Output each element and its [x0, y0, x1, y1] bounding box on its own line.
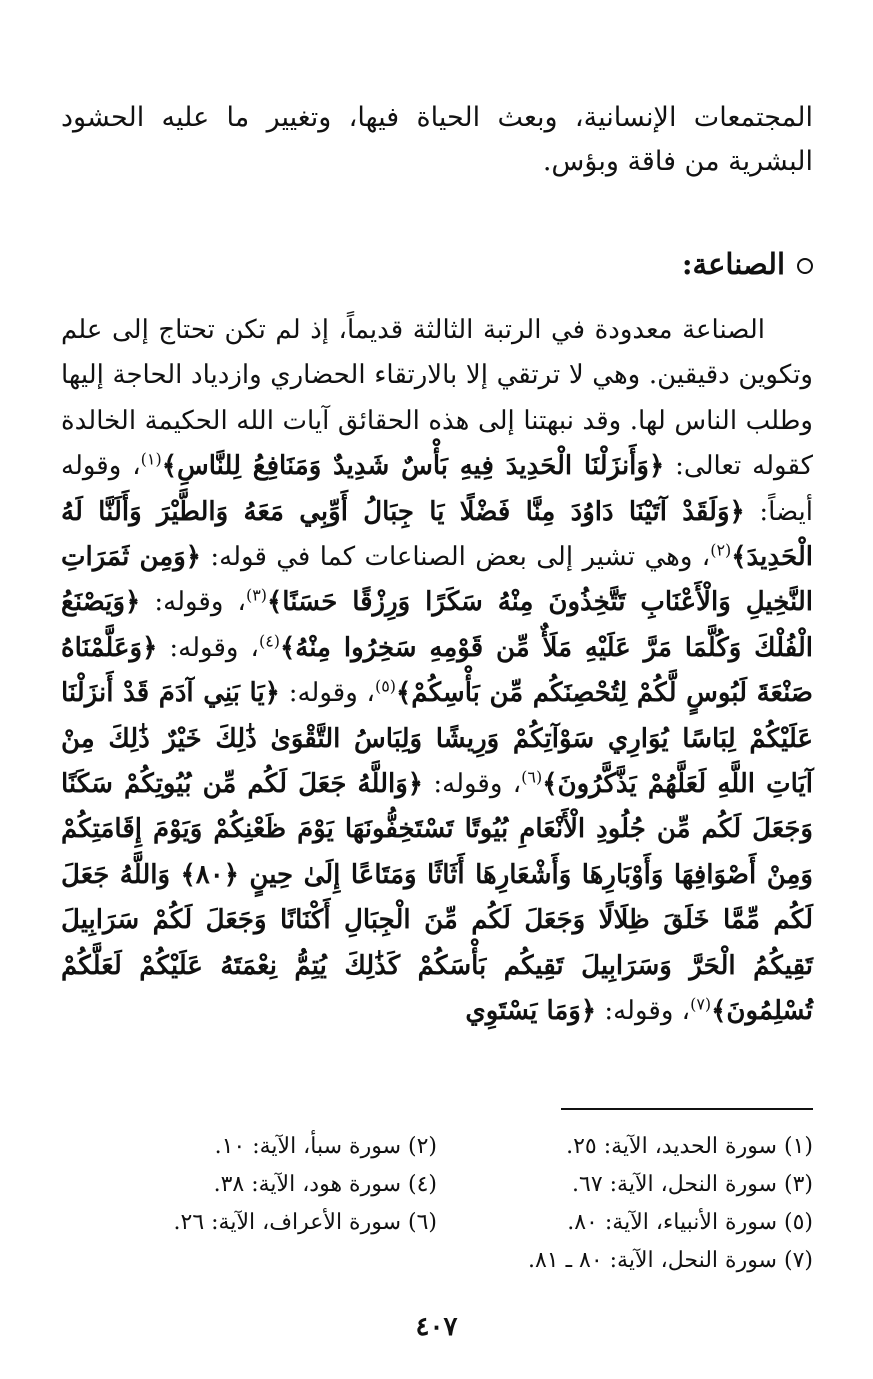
footnote: (٣) سورة النحل، الآية: ٦٧. [572, 1172, 813, 1197]
quran-verse: ﴿وَمِن ثَمَرَاتِ النَّخِيلِ وَالْأَعْنَابِ تَتَّخِذُونَ مِنْهُ سَكَرًا وَرِزْقًا حَسَنًا﴾ [61, 542, 813, 618]
footnote: (٧) سورة النحل، الآية: ٨٠ ـ ٨١. [527, 1248, 813, 1273]
quran-verse: ﴿وَاللَّهُ جَعَلَ لَكُم مِّن بُيُوتِكُمْ سَكَنًا وَجَعَلَ لَكُم مِّن جُلُودِ الْأَنْعَامِ بُيُوتًا تَسْتَخِفُّونَهَا يَوْمَ ظَعْنِكُمْ وَيَوْمَ إِقَامَتِكُمْ وَمِنْ أَصْوَافِهَا وَأَوْبَارِهَا وَأَشْعَارِهَا أَثَاثًا وَمَتَاعًا إِلَىٰ حِينٍ ﴿٨٠﴾ وَاللَّهُ جَعَلَ لَكُم مِّمَّا خَلَقَ ظِلَالًا وَجَعَلَ لَكُم مِّنَ الْجِبَالِ أَكْنَانًا وَجَعَلَ لَكُمْ سَرَابِيلَ تَقِيكُمُ الْحَرَّ وَسَرَابِيلَ تَقِيكُم بَأْسَكُمْ كَذَٰلِكَ يُتِمُّ نِعْمَتَهُ عَلَيْكُمْ لَعَلَّكُمْ تُسْلِمُونَ﴾ [61, 769, 813, 1027]
quran-verse: ﴿وَأَنزَلْنَا الْحَدِيدَ فِيهِ بَأْسٌ شَدِيدٌ وَمَنَافِعُ لِلنَّاسِ﴾ [161, 451, 665, 482]
intro-text: المجتمعات الإنسانية، وبعث الحياة فيها، وتغيير ما عليه الحشود البشرية من فاقة وبؤس. [61, 102, 813, 177]
body-text-segment: ، وقوله: [279, 678, 375, 709]
body-text-segment: ، وقوله: [596, 996, 691, 1027]
body-text-segment: ، وقوله: [423, 769, 522, 800]
quran-verse: ﴿وَيَصْنَعُ الْفُلْكَ وَكُلَّمَا مَرَّ عَلَيْهِ مَلَأٌ مِّن قَوْمِهِ سَخِرُوا مِنْهُ﴾ [61, 587, 813, 663]
body-text-segment: ، وقوله: [157, 632, 259, 663]
quran-verse: ﴿وَمَا يَسْتَوِي [465, 996, 597, 1027]
footnotes [61, 1128, 813, 1280]
footnote-ref: (٥) [374, 676, 397, 696]
section-heading [682, 240, 813, 288]
footnote: (١) سورة الحديد، الآية: ٢٥. [566, 1134, 813, 1159]
body-text-segment: الصناعة معدودة في الرتبة الثالثة قديماً، إذ لم تكن تحتاج إلى علم وتكوين دقيقين. وهي لا ترتقي إلا بالارتقاء الحضاري وازدياد الحاجة إليها وطلب الناس لها. وقد نبهتنا إلى هذه الحقائق آيات الله الحكيمة الخالدة كقوله تعالى: [61, 315, 814, 482]
footnote-ref: (١) [140, 449, 162, 469]
quran-verse: ﴿وَلَقَدْ آتَيْنَا دَاوُدَ مِنَّا فَضْلًا يَا جِبَالُ أَوِّبِي مَعَهُ وَالطَّيْرَ وَأَلَنَّا لَهُ الْحَدِيدَ﴾ [61, 496, 813, 573]
footnote [61, 1242, 437, 1280]
footnote-ref: (٣) [245, 585, 268, 605]
body-text-segment: ، وقوله أيضاً: [61, 451, 814, 527]
footnote-ref: (٦) [521, 767, 543, 787]
section-heading-text: الصناعة: [681, 247, 785, 281]
footnote-divider [561, 1108, 813, 1110]
footnote-ref: (٢) [710, 540, 732, 560]
footnote-row [61, 1166, 813, 1204]
body-text [61, 308, 813, 1035]
footnote-ref: (٤) [258, 631, 281, 651]
footnote-row [61, 1204, 813, 1242]
page-number: ٤٠٧ [415, 1312, 458, 1342]
footnote: (٤) سورة هود، الآية: ٣٨. [213, 1172, 437, 1197]
quran-verse: ﴿وَعَلَّمْنَاهُ صَنْعَةَ لَبُوسٍ لَّكُمْ لِتُحْصِنَكُم مِّن بَأْسِكُمْ﴾ [61, 632, 813, 709]
circle-bullet-icon [797, 258, 813, 274]
body-text-segment: ، وهي تشير إلى بعض الصناعات كما في قوله: [201, 542, 711, 573]
footnote: (٢) سورة سبأ، الآية: ١٠. [214, 1134, 437, 1159]
footnote-row [61, 1242, 813, 1280]
footnote: (٥) سورة الأنبياء، الآية: ٨٠. [567, 1210, 813, 1235]
intro-paragraph [61, 96, 813, 184]
footnote-row [61, 1128, 813, 1166]
footnote-ref: (٧) [690, 994, 712, 1014]
footnote: (٦) سورة الأعراف، الآية: ٢٦. [173, 1210, 437, 1235]
body-paragraph [61, 308, 813, 1035]
body-text-segment: ، وقوله: [140, 587, 246, 618]
quran-verse: ﴿يَا بَنِي آدَمَ قَدْ أَنزَلْنَا عَلَيْكُمْ لِبَاسًا يُوَارِي سَوْآتِكُمْ وَرِيشًا وَلِبَاسُ التَّقْوَىٰ ذَٰلِكَ خَيْرٌ ذَٰلِكَ مِنْ آيَاتِ اللَّهِ لَعَلَّهُمْ يَذَّكَّرُونَ﴾ [61, 678, 814, 800]
